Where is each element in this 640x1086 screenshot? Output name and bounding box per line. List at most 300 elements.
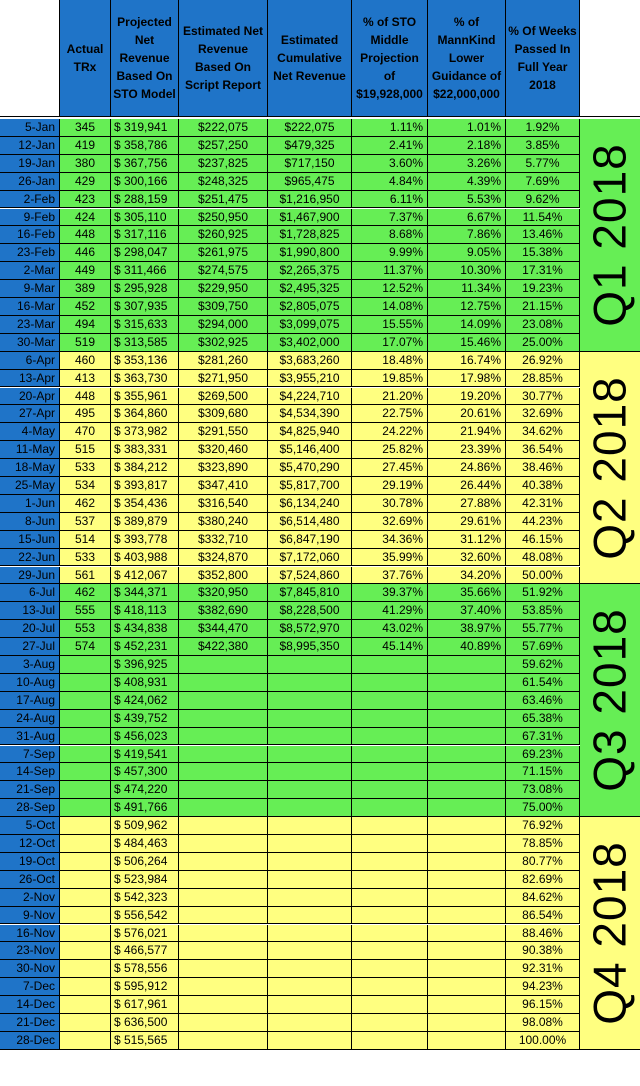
pct-sto-cell (352, 1032, 428, 1050)
cumulative-net-cell (268, 835, 352, 853)
header-estimated-net-revenue (179, 0, 268, 117)
week-date-cell: 22-Jun (0, 549, 60, 567)
projected-net-cell: $ 396,925 (111, 656, 179, 674)
cumulative-net-cell (268, 1032, 352, 1050)
pct-sto-cell (352, 674, 428, 692)
projected-net-cell: $ 298,047 (111, 244, 179, 262)
projected-net-cell: $ 636,500 (111, 1014, 179, 1032)
cumulative-net-cell: $8,995,350 (268, 638, 352, 656)
estimated-net-cell (179, 835, 268, 853)
pct-sto-cell (352, 1014, 428, 1032)
estimated-net-cell: $257,250 (179, 137, 268, 155)
pct-sto-cell (352, 728, 428, 746)
table-row (0, 584, 580, 602)
cumulative-net-cell (268, 978, 352, 996)
cumulative-net-cell: $4,534,390 (268, 405, 352, 423)
projected-net-cell: $ 353,136 (111, 352, 179, 370)
estimated-net-cell: $332,710 (179, 531, 268, 549)
pct-weeks-cell: 17.31% (506, 262, 580, 280)
pct-weeks-cell: 73.08% (506, 781, 580, 799)
actual-trx-cell: 452 (60, 298, 111, 316)
week-date-cell: 14-Sep (0, 763, 60, 781)
cumulative-net-cell: $5,470,290 (268, 459, 352, 477)
cumulative-net-cell: $5,146,400 (268, 441, 352, 459)
cumulative-net-cell: $5,817,700 (268, 477, 352, 495)
pct-mannkind-cell (428, 817, 506, 835)
projected-net-cell: $ 509,962 (111, 817, 179, 835)
header-pct-weeks-label: % Of Weeks Passed In Full Year 2018 (508, 24, 577, 92)
projected-net-cell: $ 355,961 (111, 388, 179, 406)
pct-sto-cell: 4.84% (352, 173, 428, 191)
projected-net-cell: $ 354,436 (111, 495, 179, 513)
cumulative-net-cell (268, 960, 352, 978)
week-date-cell: 21-Dec (0, 1014, 60, 1032)
estimated-net-cell (179, 656, 268, 674)
actual-trx-cell: 446 (60, 244, 111, 262)
header-estimated-cumulative-label: Estimated Cumulative Net Revenue (273, 33, 346, 83)
week-date-cell: 10-Aug (0, 674, 60, 692)
pct-sto-cell (352, 853, 428, 871)
week-date-cell: 16-Mar (0, 298, 60, 316)
actual-trx-cell: 561 (60, 567, 111, 585)
pct-mannkind-cell: 7.86% (428, 226, 506, 244)
pct-mannkind-cell: 24.86% (428, 459, 506, 477)
actual-trx-cell: 448 (60, 226, 111, 244)
pct-mannkind-cell: 27.88% (428, 495, 506, 513)
quarter-label-text: Q1 2018 (584, 143, 637, 327)
week-date-cell: 26-Jan (0, 173, 60, 191)
actual-trx-cell (60, 1032, 111, 1050)
table-row (0, 352, 580, 370)
actual-trx-cell: 514 (60, 531, 111, 549)
projected-net-cell: $ 456,023 (111, 728, 179, 746)
pct-sto-cell (352, 978, 428, 996)
actual-trx-cell: 494 (60, 316, 111, 334)
week-date-cell: 26-Oct (0, 871, 60, 889)
table-row (0, 638, 580, 656)
pct-mannkind-cell: 15.46% (428, 334, 506, 352)
cumulative-net-cell (268, 889, 352, 907)
estimated-net-cell: $352,800 (179, 567, 268, 585)
cumulative-net-cell: $1,728,825 (268, 226, 352, 244)
pct-sto-cell: 3.60% (352, 155, 428, 173)
estimated-net-cell (179, 996, 268, 1014)
week-date-cell: 4-May (0, 423, 60, 441)
actual-trx-cell (60, 656, 111, 674)
table-row (0, 226, 580, 244)
pct-sto-cell (352, 817, 428, 835)
estimated-net-cell (179, 746, 268, 764)
cumulative-net-cell: $4,224,710 (268, 388, 352, 406)
pct-weeks-cell: 59.62% (506, 656, 580, 674)
table-row (0, 960, 580, 978)
estimated-net-cell (179, 978, 268, 996)
week-date-cell: 3-Aug (0, 656, 60, 674)
week-date-cell: 27-Jul (0, 638, 60, 656)
projected-net-cell: $ 506,264 (111, 853, 179, 871)
cumulative-net-cell: $8,228,500 (268, 602, 352, 620)
actual-trx-cell (60, 942, 111, 960)
actual-trx-cell: 419 (60, 137, 111, 155)
estimated-net-cell: $422,380 (179, 638, 268, 656)
cumulative-net-cell (268, 996, 352, 1014)
pct-weeks-cell: 100.00% (506, 1032, 580, 1050)
cumulative-net-cell (268, 907, 352, 925)
pct-weeks-cell: 88.46% (506, 925, 580, 943)
week-date-cell: 2-Mar (0, 262, 60, 280)
week-date-cell: 12-Oct (0, 835, 60, 853)
projected-net-cell: $ 576,021 (111, 925, 179, 943)
pct-weeks-cell: 7.69% (506, 173, 580, 191)
pct-weeks-cell: 98.08% (506, 1014, 580, 1032)
actual-trx-cell: 533 (60, 459, 111, 477)
table-row (0, 620, 580, 638)
cumulative-net-cell: $2,495,325 (268, 280, 352, 298)
pct-sto-cell (352, 960, 428, 978)
pct-mannkind-cell: 2.18% (428, 137, 506, 155)
estimated-net-cell: $294,000 (179, 316, 268, 334)
table-row (0, 1014, 580, 1032)
actual-trx-cell: 448 (60, 388, 111, 406)
actual-trx-cell: 423 (60, 191, 111, 209)
pct-weeks-cell: 94.23% (506, 978, 580, 996)
cumulative-net-cell: $6,134,240 (268, 495, 352, 513)
actual-trx-cell (60, 960, 111, 978)
week-date-cell: 14-Dec (0, 996, 60, 1014)
pct-mannkind-cell (428, 1032, 506, 1050)
week-date-cell: 15-Jun (0, 531, 60, 549)
projected-net-cell: $ 542,323 (111, 889, 179, 907)
table-row (0, 334, 580, 352)
pct-mannkind-cell: 4.39% (428, 173, 506, 191)
week-date-cell: 11-May (0, 441, 60, 459)
actual-trx-cell (60, 763, 111, 781)
estimated-net-cell: $320,950 (179, 584, 268, 602)
actual-trx-cell (60, 835, 111, 853)
actual-trx-cell (60, 781, 111, 799)
pct-sto-cell (352, 781, 428, 799)
pct-mannkind-cell: 12.75% (428, 298, 506, 316)
cumulative-net-cell (268, 853, 352, 871)
week-date-cell: 20-Jul (0, 620, 60, 638)
pct-mannkind-cell: 23.39% (428, 441, 506, 459)
estimated-net-cell (179, 960, 268, 978)
cumulative-net-cell: $3,402,000 (268, 334, 352, 352)
pct-weeks-cell: 61.54% (506, 674, 580, 692)
actual-trx-cell: 574 (60, 638, 111, 656)
estimated-net-cell: $222,075 (179, 119, 268, 137)
table-row (0, 602, 580, 620)
week-date-cell: 17-Aug (0, 692, 60, 710)
actual-trx-cell: 495 (60, 405, 111, 423)
pct-weeks-cell: 38.46% (506, 459, 580, 477)
table-row (0, 316, 580, 334)
table-row (0, 799, 580, 817)
week-date-cell: 19-Oct (0, 853, 60, 871)
estimated-net-cell: $271,950 (179, 370, 268, 388)
week-date-cell: 28-Sep (0, 799, 60, 817)
pct-mannkind-cell: 3.26% (428, 155, 506, 173)
cumulative-net-cell (268, 763, 352, 781)
pct-sto-cell: 18.48% (352, 352, 428, 370)
pct-sto-cell: 6.11% (352, 191, 428, 209)
pct-mannkind-cell: 34.20% (428, 567, 506, 585)
pct-sto-cell: 29.19% (352, 477, 428, 495)
actual-trx-cell: 429 (60, 173, 111, 191)
projected-net-cell: $ 393,817 (111, 477, 179, 495)
pct-mannkind-cell (428, 942, 506, 960)
pct-mannkind-cell (428, 781, 506, 799)
table-row (0, 656, 580, 674)
cumulative-net-cell (268, 746, 352, 764)
pct-sto-cell: 32.69% (352, 513, 428, 531)
table-row (0, 925, 580, 943)
table-row (0, 763, 580, 781)
week-date-cell: 1-Jun (0, 495, 60, 513)
pct-weeks-cell: 5.77% (506, 155, 580, 173)
pct-mannkind-cell: 10.30% (428, 262, 506, 280)
pct-sto-cell: 22.75% (352, 405, 428, 423)
projected-net-cell: $ 457,300 (111, 763, 179, 781)
pct-mannkind-cell: 9.05% (428, 244, 506, 262)
pct-weeks-cell: 82.69% (506, 871, 580, 889)
cumulative-net-cell: $6,514,480 (268, 513, 352, 531)
projected-net-cell: $ 383,331 (111, 441, 179, 459)
cumulative-net-cell: $1,216,950 (268, 191, 352, 209)
projected-net-cell: $ 313,585 (111, 334, 179, 352)
cumulative-net-cell (268, 942, 352, 960)
pct-weeks-cell: 57.69% (506, 638, 580, 656)
pct-weeks-cell: 40.38% (506, 477, 580, 495)
cumulative-net-cell: $4,825,940 (268, 423, 352, 441)
quarter-label-q3 (580, 584, 640, 817)
projected-net-cell: $ 373,982 (111, 423, 179, 441)
pct-weeks-cell: 50.00% (506, 567, 580, 585)
table-row (0, 1032, 580, 1050)
actual-trx-cell (60, 889, 111, 907)
pct-weeks-cell: 75.00% (506, 799, 580, 817)
estimated-net-cell (179, 763, 268, 781)
pct-mannkind-cell (428, 692, 506, 710)
projected-net-cell: $ 358,786 (111, 137, 179, 155)
table-row (0, 173, 580, 191)
pct-mannkind-cell (428, 746, 506, 764)
week-date-cell: 7-Sep (0, 746, 60, 764)
week-date-cell: 31-Aug (0, 728, 60, 746)
projected-net-cell: $ 595,912 (111, 978, 179, 996)
table-row (0, 907, 580, 925)
pct-sto-cell (352, 889, 428, 907)
projected-net-cell: $ 439,752 (111, 710, 179, 728)
cumulative-net-cell: $7,845,810 (268, 584, 352, 602)
actual-trx-cell: 389 (60, 280, 111, 298)
actual-trx-cell: 413 (60, 370, 111, 388)
actual-trx-cell: 537 (60, 513, 111, 531)
estimated-net-cell (179, 781, 268, 799)
pct-weeks-cell: 36.54% (506, 441, 580, 459)
actual-trx-cell: 519 (60, 334, 111, 352)
actual-trx-cell: 533 (60, 549, 111, 567)
cumulative-net-cell: $2,265,375 (268, 262, 352, 280)
estimated-net-cell (179, 710, 268, 728)
projected-net-cell: $ 384,212 (111, 459, 179, 477)
table-row (0, 298, 580, 316)
cumulative-net-cell (268, 710, 352, 728)
pct-weeks-cell: 76.92% (506, 817, 580, 835)
projected-net-cell: $ 305,110 (111, 209, 179, 227)
cumulative-net-cell (268, 692, 352, 710)
quarter-label-q2 (580, 352, 640, 585)
cumulative-net-cell (268, 1014, 352, 1032)
projected-net-cell: $ 319,941 (111, 119, 179, 137)
actual-trx-cell: 515 (60, 441, 111, 459)
pct-sto-cell (352, 925, 428, 943)
pct-mannkind-cell (428, 799, 506, 817)
pct-mannkind-cell: 40.89% (428, 638, 506, 656)
table-row (0, 728, 580, 746)
projected-net-cell: $ 474,220 (111, 781, 179, 799)
pct-weeks-cell: 26.92% (506, 352, 580, 370)
header-pct-sto-label: % of STO Middle Projection of $19,928,000 (356, 15, 423, 101)
actual-trx-cell (60, 799, 111, 817)
table-row (0, 209, 580, 227)
pct-sto-cell (352, 871, 428, 889)
quarter-label-q1 (580, 119, 640, 352)
week-date-cell: 5-Oct (0, 817, 60, 835)
estimated-net-cell (179, 692, 268, 710)
pct-weeks-cell: 71.15% (506, 763, 580, 781)
pct-sto-cell: 11.37% (352, 262, 428, 280)
estimated-net-cell (179, 889, 268, 907)
actual-trx-cell (60, 710, 111, 728)
table-row (0, 155, 580, 173)
pct-weeks-cell: 48.08% (506, 549, 580, 567)
actual-trx-cell (60, 907, 111, 925)
cumulative-net-cell (268, 656, 352, 674)
projected-net-cell: $ 434,838 (111, 620, 179, 638)
pct-mannkind-cell: 1.01% (428, 119, 506, 137)
table-row (0, 853, 580, 871)
estimated-net-cell (179, 853, 268, 871)
cumulative-net-cell: $3,683,260 (268, 352, 352, 370)
pct-weeks-cell: 34.62% (506, 423, 580, 441)
estimated-net-cell: $269,500 (179, 388, 268, 406)
pct-mannkind-cell (428, 889, 506, 907)
projected-net-cell: $ 408,931 (111, 674, 179, 692)
table-row (0, 441, 580, 459)
week-date-cell: 23-Nov (0, 942, 60, 960)
table-row (0, 244, 580, 262)
header-actual-trx (60, 0, 111, 117)
projected-net-cell: $ 367,756 (111, 155, 179, 173)
actual-trx-cell: 534 (60, 477, 111, 495)
cumulative-net-cell: $479,325 (268, 137, 352, 155)
table-row (0, 370, 580, 388)
week-date-cell: 23-Feb (0, 244, 60, 262)
estimated-net-cell: $316,540 (179, 495, 268, 513)
table-row (0, 531, 580, 549)
pct-sto-cell (352, 710, 428, 728)
table-row (0, 817, 580, 835)
cumulative-net-cell (268, 674, 352, 692)
pct-sto-cell (352, 746, 428, 764)
estimated-net-cell: $347,410 (179, 477, 268, 495)
projected-net-cell: $ 317,116 (111, 226, 179, 244)
pct-mannkind-cell (428, 674, 506, 692)
week-date-cell: 20-Apr (0, 388, 60, 406)
table-row (0, 459, 580, 477)
actual-trx-cell: 462 (60, 584, 111, 602)
projected-net-cell: $ 424,062 (111, 692, 179, 710)
pct-mannkind-cell: 35.66% (428, 584, 506, 602)
pct-mannkind-cell (428, 656, 506, 674)
pct-weeks-cell: 92.31% (506, 960, 580, 978)
table-row (0, 567, 580, 585)
projected-net-cell: $ 295,928 (111, 280, 179, 298)
week-date-cell: 6-Apr (0, 352, 60, 370)
pct-mannkind-cell (428, 925, 506, 943)
pct-weeks-cell: 3.85% (506, 137, 580, 155)
actual-trx-cell: 460 (60, 352, 111, 370)
pct-weeks-cell: 96.15% (506, 996, 580, 1014)
table-row (0, 781, 580, 799)
pct-weeks-cell: 46.15% (506, 531, 580, 549)
actual-trx-cell: 470 (60, 423, 111, 441)
pct-sto-cell: 12.52% (352, 280, 428, 298)
table-row (0, 262, 580, 280)
pct-weeks-cell: 13.46% (506, 226, 580, 244)
actual-trx-cell: 380 (60, 155, 111, 173)
table-row (0, 942, 580, 960)
estimated-net-cell: $344,470 (179, 620, 268, 638)
pct-mannkind-cell: 6.67% (428, 209, 506, 227)
projected-net-cell: $ 515,565 (111, 1032, 179, 1050)
table-row (0, 405, 580, 423)
cumulative-net-cell: $2,805,075 (268, 298, 352, 316)
estimated-net-cell: $251,475 (179, 191, 268, 209)
estimated-net-cell: $302,925 (179, 334, 268, 352)
header-pct-weeks (506, 0, 580, 117)
pct-mannkind-cell: 37.40% (428, 602, 506, 620)
cumulative-net-cell (268, 728, 352, 746)
projected-net-cell: $ 389,879 (111, 513, 179, 531)
pct-mannkind-cell (428, 728, 506, 746)
estimated-net-cell: $237,825 (179, 155, 268, 173)
pct-sto-cell: 25.82% (352, 441, 428, 459)
quarter-label-text: Q3 2018 (584, 608, 637, 792)
pct-weeks-cell: 67.31% (506, 728, 580, 746)
estimated-net-cell: $250,950 (179, 209, 268, 227)
pct-sto-cell: 24.22% (352, 423, 428, 441)
projected-net-cell: $ 315,633 (111, 316, 179, 334)
pct-sto-cell (352, 656, 428, 674)
pct-weeks-cell: 9.62% (506, 191, 580, 209)
header-projected-net-revenue (111, 0, 179, 117)
actual-trx-cell (60, 674, 111, 692)
pct-mannkind-cell (428, 853, 506, 871)
pct-mannkind-cell (428, 907, 506, 925)
estimated-net-cell (179, 871, 268, 889)
pct-mannkind-cell: 17.98% (428, 370, 506, 388)
estimated-net-cell: $274,575 (179, 262, 268, 280)
week-date-cell: 9-Nov (0, 907, 60, 925)
pct-mannkind-cell (428, 978, 506, 996)
pct-weeks-cell: 53.85% (506, 602, 580, 620)
week-date-cell: 13-Apr (0, 370, 60, 388)
pct-weeks-cell: 51.92% (506, 584, 580, 602)
table-row (0, 191, 580, 209)
header-pct-sto (352, 0, 428, 117)
